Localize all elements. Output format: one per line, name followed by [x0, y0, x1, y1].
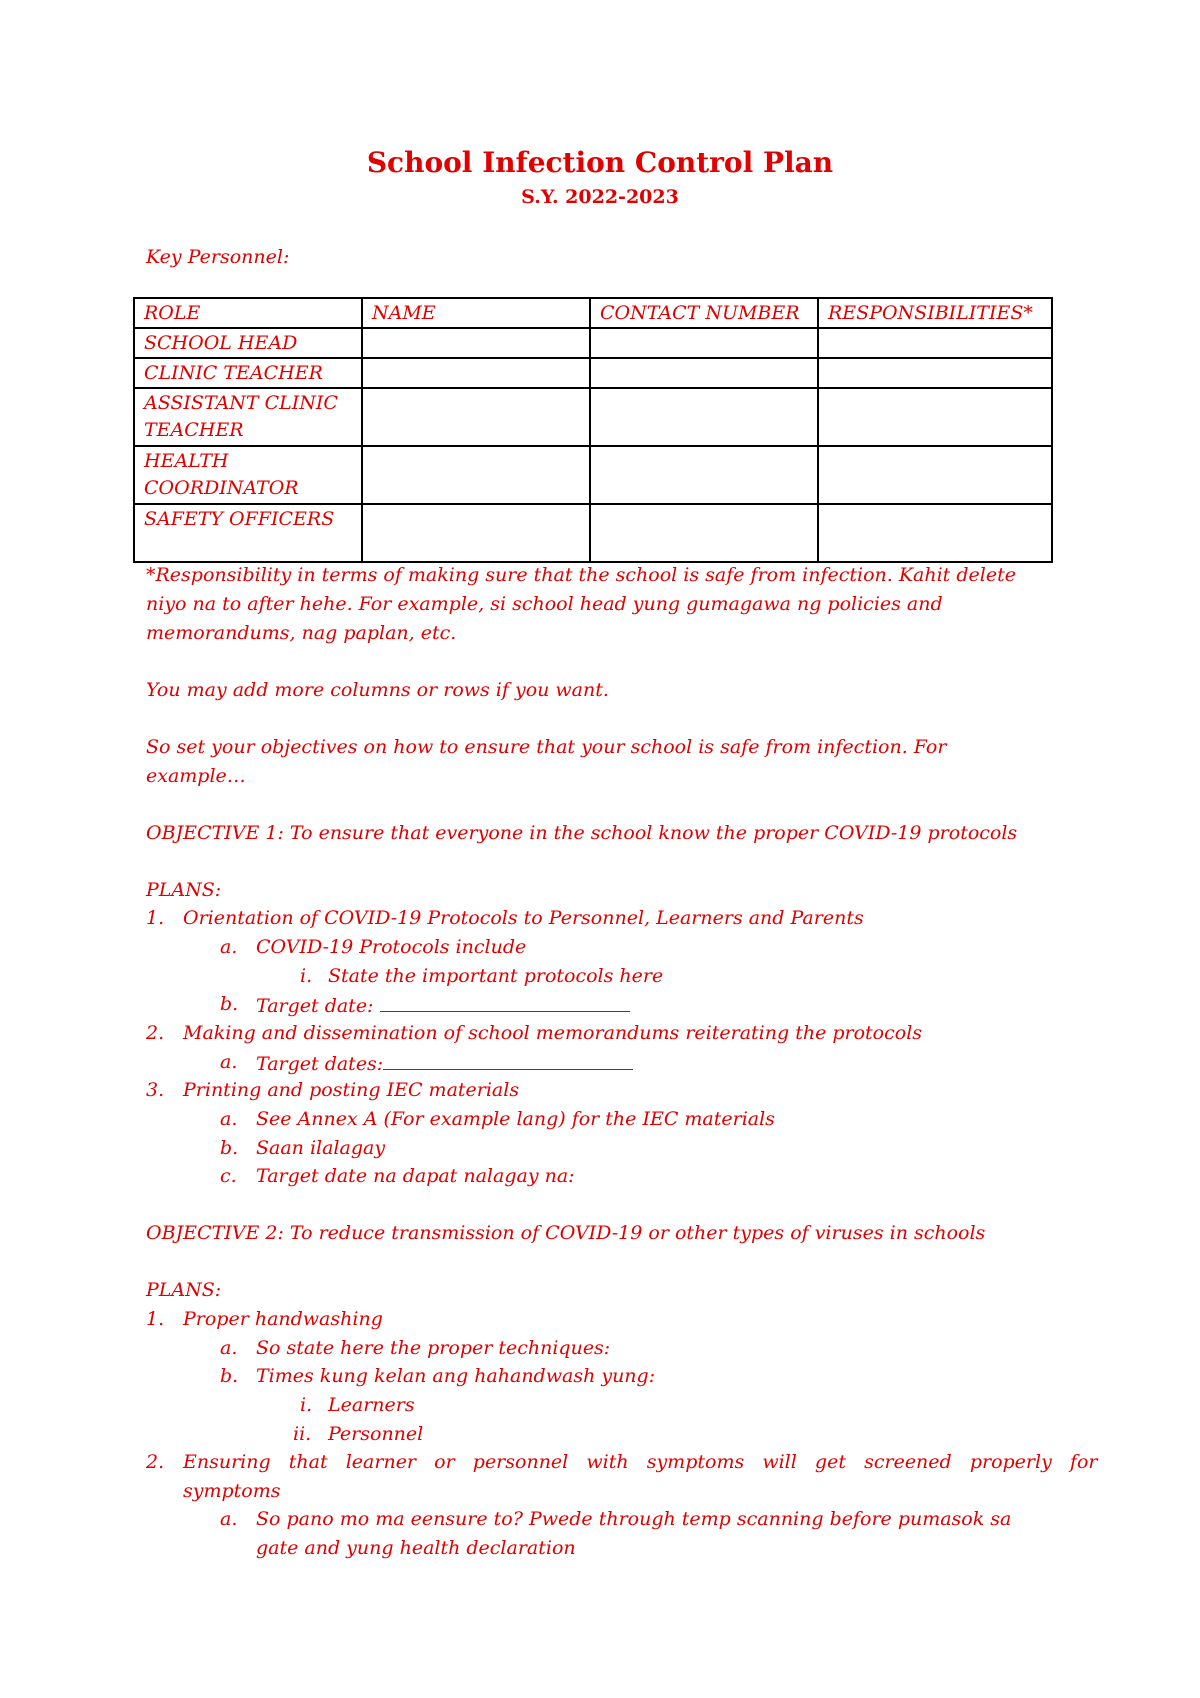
responsibilities-cell	[818, 504, 1052, 562]
note-line: memorandums, nag paplan, etc.	[146, 622, 457, 644]
plans-label: PLANS:	[146, 1279, 222, 1301]
objective-1: OBJECTIVE 1: To ensure that everyone in the school know the proper COVID-19 protocols	[146, 822, 1018, 844]
list-item: Saan ilalagay	[256, 1137, 386, 1159]
list-item: State the important protocols here	[328, 965, 664, 987]
role-cell	[134, 446, 362, 504]
list-letter: c.	[220, 1165, 237, 1187]
table-row	[134, 388, 1052, 446]
table-row	[134, 504, 1052, 562]
name-cell	[362, 358, 590, 388]
role-line: HEALTH	[144, 450, 229, 472]
responsibilities-cell	[818, 388, 1052, 446]
document-title: School Infection Control Plan	[366, 146, 834, 179]
role-line: ASSISTANT CLINIC	[144, 392, 338, 414]
list-letter: a.	[220, 936, 238, 958]
list-item: COVID-19 Protocols include	[256, 936, 527, 958]
objectives-intro-line: So set your objectives on how to ensure that your school is safe from infection. For	[146, 736, 947, 758]
list-number: 2.	[146, 1451, 165, 1473]
list-letter: b.	[220, 1365, 239, 1387]
list-roman: i.	[300, 965, 313, 987]
header-role: ROLE	[134, 298, 362, 328]
note-line: *Responsibility in terms of making sure that the school is safe from infection. Kahit delete	[146, 564, 1016, 586]
header-responsibilities: RESPONSIBILITIES*	[818, 298, 1052, 328]
header-contact-number: CONTACT NUMBER	[590, 298, 818, 328]
list-item: Proper handwashing	[183, 1308, 383, 1330]
name-cell	[362, 504, 590, 562]
add-more-note: You may add more columns or rows if you want.	[146, 679, 609, 701]
list-item	[256, 1051, 633, 1075]
responsibilities-cell	[818, 328, 1052, 358]
role-cell: SCHOOL HEAD	[134, 328, 362, 358]
key-personnel-table	[133, 297, 1053, 563]
list-item: Orientation of COVID-19 Protocols to Personnel, Learners and Parents	[183, 907, 864, 929]
role-cell: SAFETY OFFICERS	[134, 504, 362, 562]
list-item-line: So pano mo ma eensure to? Pwede through temp scanning before pumasok sa	[256, 1508, 1012, 1530]
list-item: Learners	[328, 1394, 415, 1416]
name-cell	[362, 328, 590, 358]
list-item: Personnel	[328, 1423, 424, 1445]
list-item-line: Ensuring that learner or personnel with symptoms will get screened properly for	[183, 1451, 1098, 1473]
header-name: NAME	[362, 298, 590, 328]
name-cell	[362, 388, 590, 446]
target-dates-blank	[383, 1051, 633, 1070]
table-row	[134, 358, 1052, 388]
role-line: COORDINATOR	[144, 477, 299, 499]
list-item: So state here the proper techniques:	[256, 1337, 611, 1359]
table-row	[134, 446, 1052, 504]
school-year: S.Y. 2022-2023	[521, 186, 679, 208]
list-letter: a.	[220, 1108, 238, 1130]
list-item-line: symptoms	[183, 1480, 281, 1502]
plans-label: PLANS:	[146, 879, 222, 901]
target-date-blank	[380, 993, 630, 1012]
objectives-intro-line: example…	[146, 765, 246, 787]
contact-cell	[590, 504, 818, 562]
list-item: Target date na dapat nalagay na:	[256, 1165, 575, 1187]
list-item: Times kung kelan ang hahandwash yung:	[256, 1365, 656, 1387]
list-number: 3.	[146, 1079, 165, 1101]
list-letter: a.	[220, 1508, 238, 1530]
responsibilities-cell	[818, 446, 1052, 504]
contact-cell	[590, 358, 818, 388]
table-header-row	[134, 298, 1052, 328]
list-roman: ii.	[293, 1423, 312, 1445]
target-dates-label: Target dates:	[256, 1053, 384, 1075]
responsibilities-cell	[818, 358, 1052, 388]
role-line: TEACHER	[144, 419, 244, 441]
list-item: See Annex A (For example lang) for the IEC materials	[256, 1108, 775, 1130]
name-cell	[362, 446, 590, 504]
list-number: 1.	[146, 1308, 165, 1330]
list-number: 2.	[146, 1022, 165, 1044]
note-line: niyo na to after hehe. For example, si school head yung gumagawa ng policies and	[146, 593, 943, 615]
contact-cell	[590, 388, 818, 446]
table-row	[134, 328, 1052, 358]
list-item: Making and dissemination of school memorandums reiterating the protocols	[183, 1022, 923, 1044]
objective-2: OBJECTIVE 2: To reduce transmission of COVID-19 or other types of viruses in schools	[146, 1222, 986, 1244]
list-roman: i.	[300, 1394, 313, 1416]
target-date-label: Target date:	[256, 995, 374, 1017]
list-letter: a.	[220, 1051, 238, 1073]
list-item: Printing and posting IEC materials	[183, 1079, 520, 1101]
list-letter: b.	[220, 1137, 239, 1159]
list-letter: a.	[220, 1337, 238, 1359]
list-number: 1.	[146, 907, 165, 929]
key-personnel-label: Key Personnel:	[146, 246, 290, 268]
list-letter: b.	[220, 993, 239, 1015]
list-item	[256, 993, 630, 1017]
list-item-line: gate and yung health declaration	[256, 1537, 576, 1559]
role-cell: CLINIC TEACHER	[134, 358, 362, 388]
contact-cell	[590, 328, 818, 358]
role-cell	[134, 388, 362, 446]
contact-cell	[590, 446, 818, 504]
